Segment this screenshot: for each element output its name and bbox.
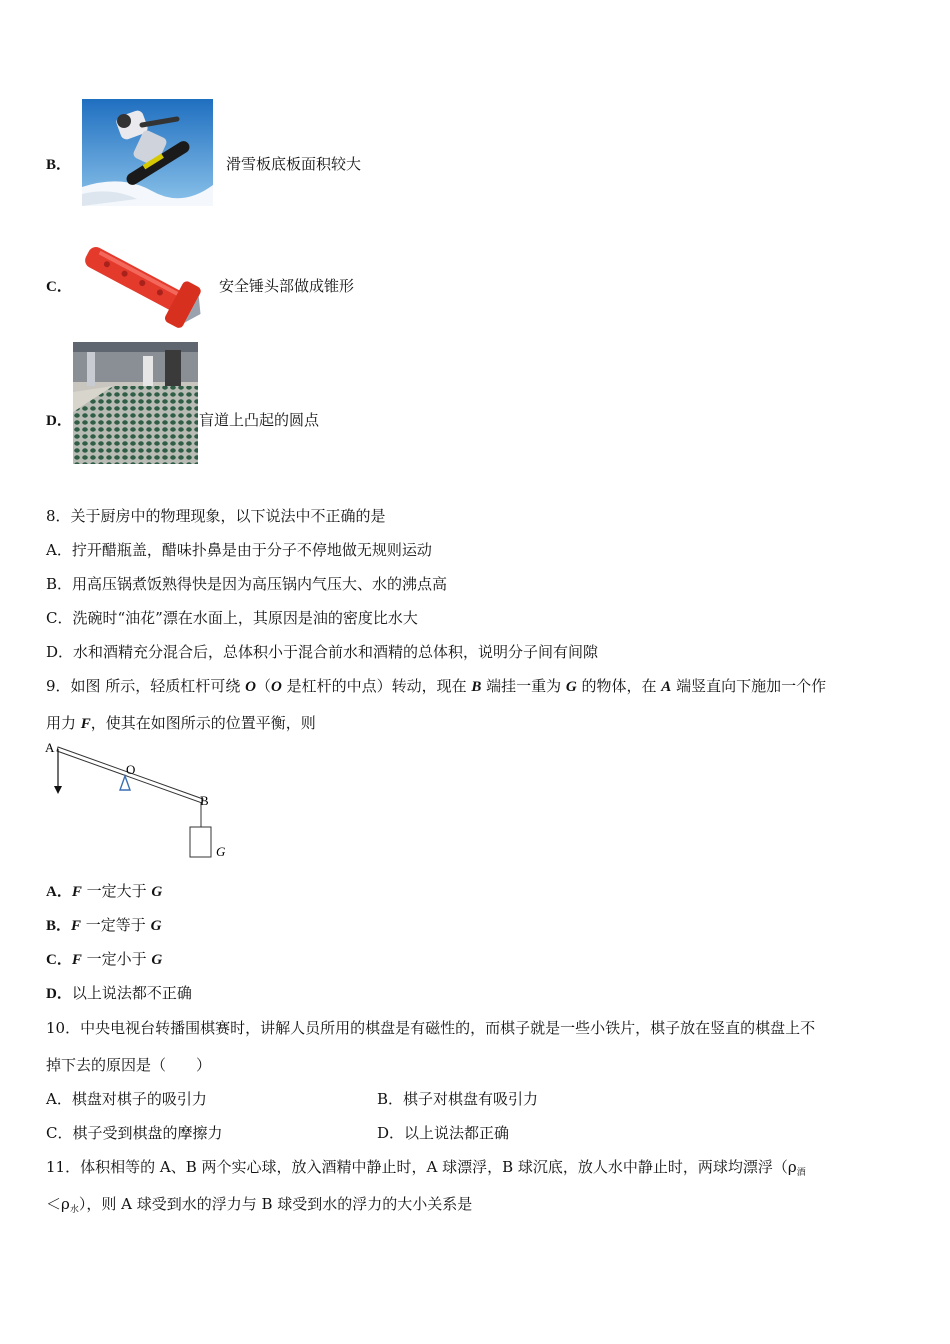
q11-stem-line1: 11．体积相等的 A、B 两个实心球，放入酒精中静止时，A 球漂浮，B 球沉底，放人水中静止时，两球均漂浮（$\rho_酒$: [46, 1158, 806, 1178]
q7-option-c-text: 安全锤头部做成锥形: [219, 277, 355, 295]
q7-option-d-label: D．: [46, 413, 72, 429]
safety-hammer-photo: [72, 237, 208, 329]
q8-stem: 8．关于厨房中的物理现象，以下说法中不正确的是: [46, 507, 386, 525]
q10-stem-line2: 掉下去的原因是（ ）: [46, 1056, 212, 1074]
q7-option-c-label: C．: [46, 279, 72, 295]
lever-label-g: G: [216, 844, 226, 859]
q10-stem-line1: 10．中央电视台转播围棋赛时，讲解人员所用的棋盘是有磁性的，而棋子就是一些小铁片，棋子放在竖直的棋盘上不: [46, 1019, 816, 1037]
q10-option-c: C．棋子受到棋盘的摩擦力: [46, 1124, 223, 1142]
q8-option-d: D．水和酒精充分混合后，总体积小于混合前水和酒精的总体积，说明分子间有间隙: [46, 643, 599, 661]
q9-option-a: A．F 一定大于 G: [46, 882, 163, 900]
q7-option-b-label: B．: [46, 157, 72, 173]
q10-option-b: B．棋子对棋盘有吸引力: [377, 1090, 539, 1108]
q9-stem-line1: 9．如图 所示，轻质杠杆可绕 O（O 是杠杆的中点）转动，现在 B 端挂一重为 G 的物体，在 A 端竖直向下施加一个作: [46, 677, 827, 695]
q11-stem-line2: $<\rho_水$），则 A 球受到水的浮力与 B 球受到水的浮力的大小关系是: [46, 1195, 473, 1215]
q9-option-d: D．以上说法都不正确: [46, 984, 192, 1002]
lever-diagram: [40, 738, 240, 864]
q9-option-c: C．F 一定小于 G: [46, 950, 163, 968]
lever-label-b: B: [200, 793, 209, 808]
q8-option-a: A．拧开醋瓶盖，醋味扑鼻是由于分子不停地做无规则运动: [46, 541, 432, 559]
q7-option-b-text: 滑雪板底板面积较大: [226, 155, 362, 173]
weight-block: [190, 827, 211, 857]
q8-option-b: B．用高压锅煮饭熟得快是因为高压锅内气压大、水的沸点高: [46, 575, 448, 593]
tactile-paving-photo: [73, 342, 198, 464]
q8-option-c: C．洗碗时“油花”漂在水面上，其原因是油的密度比水大: [46, 609, 418, 627]
lever-label-a: A: [45, 740, 55, 755]
q7-option-d-text: 盲道上凸起的圆点: [199, 411, 320, 429]
q9-stem-line2: 用力 F，使其在如图所示的位置平衡，则: [46, 714, 316, 732]
q10-option-a: A．棋盘对棋子的吸引力: [46, 1090, 207, 1108]
q9-option-b: B．F 一定等于 G: [46, 916, 162, 934]
q10-option-d: D．以上说法都正确: [377, 1124, 510, 1142]
lever-label-o: O: [126, 762, 136, 777]
snowboarder-photo: [82, 99, 213, 206]
